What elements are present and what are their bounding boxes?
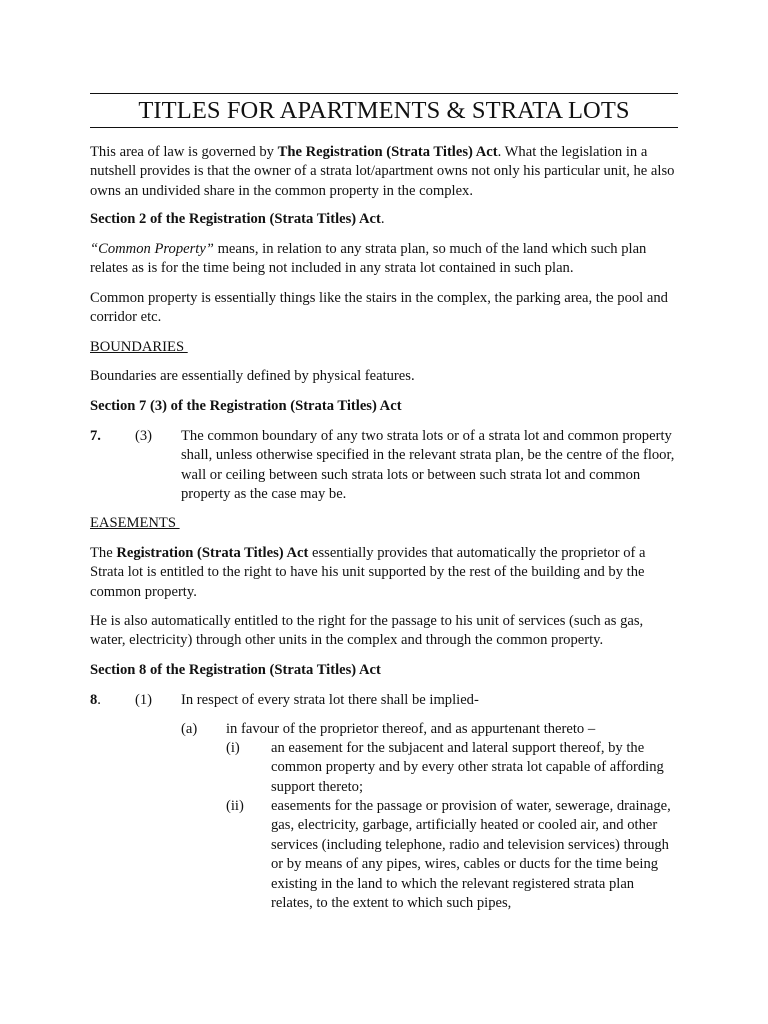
intro-pre: This area of law is governed by — [90, 144, 278, 160]
section7-heading-line — [90, 397, 680, 416]
common-property-explanation: Common property is essentially things like the stairs in the complex, the parking area, the pool and corridor etc. — [90, 290, 668, 326]
section2-heading-line — [90, 210, 680, 229]
intro-post: . What the legislation in a nutshell provides is that the owner of a strata lot/apartment owns not only his particular unit, he also owns an undivided share in the common property in the complex. — [90, 144, 675, 199]
section8-clause-a-label: (a) — [181, 721, 198, 737]
section8-item-i-text: an easement for the subjacent and lateral support thereof, by the common property and by every other strata lot capable of affording support thereto; — [271, 740, 664, 795]
section2-heading-tail: . — [380, 211, 385, 227]
boundaries-text: Boundaries are essentially defined by physical features. — [90, 368, 415, 384]
easements-heading: EASEMENTS — [90, 515, 180, 531]
common-property-term: “Common Property” — [90, 241, 214, 257]
section8-heading: Section 8 of the Registration (Strata Titles) Act — [90, 662, 381, 678]
intro-paragraph — [90, 143, 680, 201]
section7-subsection-label: (3) — [135, 428, 153, 444]
section8-item-ii-label: (ii) — [226, 798, 244, 814]
section2-heading: Section 2 of the Registration (Strata Titles) Act — [90, 211, 381, 227]
section8-text: In respect of every strata lot there shall be implied- — [181, 692, 479, 708]
easements-p1-act-name: Registration (Strata Titles) Act — [116, 545, 309, 561]
section8-subsection-label: (1) — [135, 692, 153, 708]
easements-p1-post: essentially provides that automatically the proprietor of a Strata lot is entitled to the right to have his unit supported by the rest of the building and by the common property. — [90, 545, 646, 600]
section8-clause-a-text: in favour of the proprietor thereof, and as appurtenant thereto – — [226, 721, 596, 737]
section8-heading-line — [90, 661, 680, 680]
easements-paragraph-2: He is also automatically entitled to the right for the passage to his unit of services (such as gas, water, electricity) through other units in the complex and through the common property. — [90, 613, 644, 649]
page-title: TITLES FOR APARTMENTS & STRATA LOTS — [90, 93, 678, 128]
common-property-text: means, in relation to any strata plan, so much of the land which such plan relates as is for the time being not included in any strata lot contained in such plan. — [90, 241, 647, 277]
section8-item-i-label: (i) — [226, 740, 240, 756]
section7-text: The common boundary of any two strata lots or of a strata lot and common property shall, unless otherwise specified in the relevant strata plan, be the centre of the floor, wall or ceiling between such strata lots or between such strata lot and common property as the case may be. — [181, 428, 675, 503]
section7-heading: Section 7 (3) of the Registration (Strata Titles) Act — [90, 398, 402, 414]
easements-paragraph-1 — [90, 544, 680, 602]
boundaries-heading: BOUNDARIES — [90, 339, 188, 355]
section8-number: 8. — [90, 692, 101, 708]
easements-p1-pre: The — [90, 545, 117, 561]
section7-number: 7. — [90, 428, 101, 444]
intro-act-name: The Registration (Strata Titles) Act — [277, 144, 498, 160]
common-property-definition — [90, 240, 680, 279]
section8-item-ii-text: easements for the passage or provision of water, sewerage, drainage, gas, electricity, garbage, artificially heated or cooled air, and other services (including telephone, radio and television services) through or by means of any pipes, wires, cables or ducts for the time being existing in the land to which the relevant registered strata plan relates, to the extent to which such pipes, — [271, 798, 671, 912]
